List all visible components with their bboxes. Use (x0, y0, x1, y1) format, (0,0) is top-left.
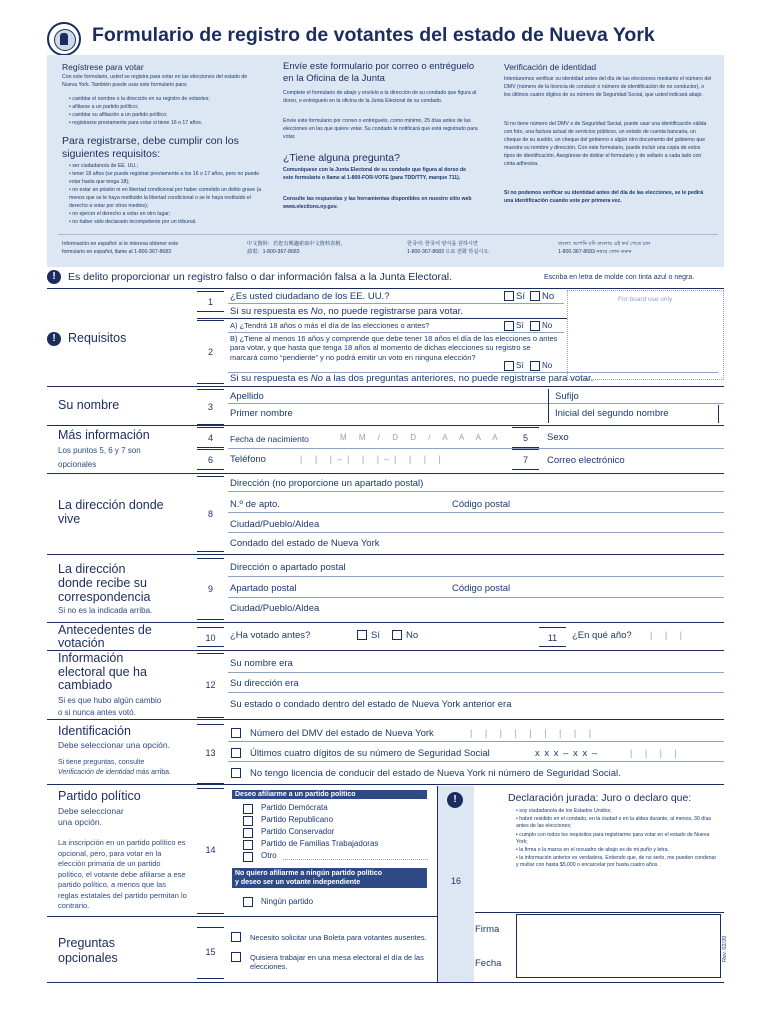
identity-paragraph-1: Intentaremos verificar su identidad antes del día de las elecciones mediante el número del DMV (número de la licencia de conducir o número de identificación de no conductor), o los últimos cuatro dígitos de su número de Seguridad Social, que usted indicará abajo. (504, 76, 712, 98)
signature-field[interactable] (516, 914, 721, 978)
language-bn: বাংলা: আপনি যদি বাংলায় এই ফর্ম পেতে চান 1-800-367-8683 নম্বরে ফোন করুন (558, 241, 651, 255)
number-box: 12 (197, 653, 224, 718)
more-info-label: Más información (58, 428, 150, 442)
citizen-no-checkbox[interactable] (530, 291, 540, 301)
zip-label: Código postal (452, 499, 511, 510)
optional-note-2: opcionales (58, 460, 97, 469)
po-box-field[interactable] (228, 597, 724, 598)
no-id-checkbox[interactable] (231, 768, 241, 778)
mail-paragraph-1: Complete el formulario de abajo y envíelo a la dirección de su condado que figura al dorso, o entréguelo en la oficina de la Junta Electoral de su condado. (283, 90, 477, 104)
divider (228, 303, 564, 304)
sex-label: Sexo (547, 432, 569, 443)
citizen-yes-checkbox[interactable] (504, 291, 514, 301)
first-name-label: Primer nombre (230, 408, 293, 419)
number-box: 4 (197, 427, 224, 448)
party-option: Partido Demócrata (261, 803, 328, 812)
voted-yes-checkbox[interactable] (357, 630, 367, 640)
list-item: • cumplo con todos los requisitos para registrarme para votar en el estado de Nueva York; (516, 831, 710, 845)
age-question-a: A) ¿Tendrá 18 años o más el día de las elecciones o antes? (230, 321, 430, 330)
former-address-label: Su dirección era (230, 678, 299, 689)
dmv-input[interactable]: | | | | | | | | | (470, 728, 597, 738)
number-box: 5 (512, 427, 539, 448)
number-box: 11 (539, 627, 566, 647)
age-a-no-checkbox[interactable] (530, 321, 540, 331)
mail-address-note: Si no es la indicada arriba. (58, 606, 153, 615)
mail-address-field[interactable] (228, 576, 724, 577)
divider (47, 288, 724, 289)
ssn-mask: x x x – x x – (535, 748, 599, 759)
declaration-list (508, 808, 720, 871)
phone-input[interactable]: | | |–| | |–| | | | (300, 454, 446, 464)
id-help-2: Verificación de identidad más arriba. (58, 769, 171, 776)
party-republican-checkbox[interactable] (243, 816, 253, 826)
join-party-bar: Deseo afiliarme a un partido político (232, 790, 427, 799)
language-ko: 한국어: 한국어 양식을 원하시면 1-800-367-8683 으로 전화 하십시오. (407, 241, 490, 255)
language-es: Información en español: si le interesa obtener este formulario en español, llame al 1-800-367-8683 (62, 241, 179, 255)
divider (47, 650, 724, 651)
ink-instruction: Escriba en letra de molde con tinta azul o negra. (544, 274, 695, 281)
divider (47, 386, 724, 387)
last-name-label: Apellido (230, 391, 264, 402)
questions-heading: ¿Tiene alguna pregunta? (283, 152, 400, 164)
list-item: • la información anterior es verdadera. Entiendo que, de no serlo, me pueden condenar y multar con hasta $5,000 o encarcelar por hasta cuatro años. (516, 855, 717, 869)
optional-questions-label: Preguntas opcionales (58, 936, 118, 965)
list-item: • cambiar su afiliación a un partido político; (69, 112, 168, 118)
divider (47, 916, 437, 917)
party-other-checkbox[interactable] (243, 852, 253, 862)
identity-paragraph-2: Si no tiene número del DMV o de Seguridad Social, puede usar una identificación válida con foto, una factura actual de servicios públicos, un estado de cuenta bancaria, un cheque de su sueldo, un cheque del gobierno o algún otro documento del gobierno que muestre su nombre y dirección. Con este formulario, puede incluir una copia de estos tipos de identificación. Asegúrese de doblar el formulario y de sellarlo a cada lado con cinta adhesiva. (504, 121, 707, 167)
party-option: Partido de Familias Trabajadoras (261, 839, 379, 848)
independent-bar: No quiero afiliarme a ningún partido político y deseo ser un votante independiente (232, 868, 427, 888)
mail-address-label: La dirección donde recibe su correspondencia (58, 562, 151, 604)
identity-paragraph-3: Si no podemos verificar su identidad antes del día de las elecciones, se le pedirá una identificación cuando vote por primera vez. (504, 190, 704, 204)
requirements-heading: Para registrarse, debe cumplir con los siguientes requisitos: (62, 135, 239, 160)
po-box-label: Apartado postal (230, 583, 297, 594)
ssn-checkbox[interactable] (231, 748, 241, 758)
address-line-label: Dirección (no proporcione un apartado postal) (230, 478, 424, 489)
party-working-families-checkbox[interactable] (243, 840, 253, 850)
list-item: • afiliarse a un partido político; (69, 104, 139, 110)
yes-label: Sí (516, 321, 524, 330)
party-section-label: Partido político (58, 789, 141, 803)
divider (47, 425, 724, 426)
apt-field[interactable] (228, 512, 724, 513)
city-field[interactable] (228, 532, 724, 533)
no-party-checkbox[interactable] (243, 897, 253, 907)
signature-label: Firma (475, 924, 500, 935)
mail-line-label: Dirección o apartado postal (230, 562, 346, 573)
poll-worker-checkbox[interactable] (231, 952, 241, 962)
divider (47, 554, 724, 555)
ssn-label: Últimos cuatro dígitos de su número de Seguridad Social (250, 748, 490, 759)
former-address-field[interactable] (228, 692, 724, 693)
office-use-label: For board use only (618, 296, 673, 303)
questions-contact: Comuníquese con la Junta Electoral de su condado que figura al dorso de este formulario o llame al 1-800-FOR-VOTE (para TDD/TTY, marque 711). (283, 167, 467, 181)
number-box: 1 (197, 291, 224, 312)
changed-info-note-2: o si nunca antes votó. (58, 708, 136, 717)
voted-no-checkbox[interactable] (392, 630, 402, 640)
list-item: • la firma o la marca en el recuadro de abajo es de mi puño y letra. (516, 847, 669, 854)
year-input[interactable]: | | | (650, 630, 688, 640)
no-label: No (542, 291, 555, 302)
requisitos-label: Requisitos (68, 331, 127, 345)
yes-label: Sí (371, 630, 380, 641)
list-item: • ser ciudadano/a de EE. UU.; (69, 163, 139, 169)
divider (47, 784, 724, 785)
county-label: Condado del estado de Nueva York (230, 538, 380, 549)
identity-heading: Verificación de identidad (504, 62, 597, 72)
party-democrat-checkbox[interactable] (243, 804, 253, 814)
party-explanation: La inscripción en un partido político es opcional, pero, para votar en la elección primaria de un partido político, el votante debe afiliarse a ese partido político, a menos que las reglas estatales del partido permitan lo contrario. (58, 838, 187, 910)
office-use-box (567, 290, 724, 380)
id-help-1: Si tiene preguntas, consulte (58, 759, 145, 766)
dmv-label: Número del DMV del estado de Nueva York (250, 728, 434, 739)
divider (718, 405, 719, 423)
no-party-label: Ningún partido (261, 897, 314, 906)
absentee-checkbox[interactable] (231, 932, 241, 942)
list-item: • habré residido en el condado, en la ciudad o en la aldea durante, al menos, 30 días antes de las elecciones; (516, 816, 712, 830)
birthdate-label: Fecha de nacimiento (230, 434, 309, 444)
citizen-question: ¿Es usted ciudadano de los EE. UU.? (230, 291, 390, 302)
list-item: • cambiar el nombre o la dirección en su registro de votantes; (69, 96, 210, 102)
changed-info-note-1: Si es que hubo algún cambio (58, 696, 162, 705)
year-label: ¿En qué año? (572, 630, 632, 641)
list-item: • registrarse previamente para votar si tiene 16 o 17 años. (69, 120, 203, 126)
nys-seal-icon (47, 22, 81, 56)
number-box: 2 (197, 320, 224, 384)
number-box: 7 (512, 449, 539, 470)
number-box: 10 (197, 627, 224, 647)
number-box: 15 (197, 927, 224, 979)
age-b-yes-checkbox[interactable] (504, 361, 514, 371)
name-section-label: Su nombre (58, 398, 120, 412)
birthdate-input[interactable]: M M / D D / A A A A (340, 433, 503, 442)
suffix-label: Sufijo (555, 391, 579, 402)
mail-city-label: Ciudad/Pueblo/Aldea (230, 603, 320, 614)
voting-history-label: Antecedentes de votación (58, 623, 152, 650)
absentee-label: Necesito solicitar una Boleta para votantes ausentes. (250, 933, 427, 942)
divider (228, 448, 724, 449)
warning-icon: ! (47, 270, 61, 284)
former-name-field[interactable] (228, 672, 724, 673)
apt-label: N.º de apto. (230, 499, 280, 510)
former-county-label: Su estado o condado dentro del estado de Nueva York anterior era (230, 699, 512, 710)
list-item: • no estar en prisión ni en libertad condicional por haber cometido un delito grave (a menos que se le haya restituido la libertad condicional o se le haya restituido el derecho a votar por otros medios); (69, 187, 262, 209)
divider (228, 741, 724, 742)
middle-initial-label: Inicial del segundo nombre (555, 408, 669, 419)
age-note: Si su respuesta es No a las dos preguntas anteriores, no puede registrarse para votar. (230, 373, 594, 384)
changed-info-label: Información electoral que ha cambiado (58, 651, 147, 692)
optional-note-1: Los puntos 5, 6 y 7 son (58, 446, 141, 455)
no-id-label: No tengo licencia de conducir del estado de Nueva York ni número de Seguridad Social. (250, 768, 621, 779)
yes-label: Sí (516, 361, 524, 370)
number-box: 6 (197, 449, 224, 470)
former-name-label: Su nombre era (230, 658, 293, 669)
number-box: 14 (197, 788, 224, 914)
divider (47, 719, 724, 720)
party-option: Partido Conservador (261, 827, 335, 836)
age-question-b: B) ¿Tiene al menos 16 años y comprende que debe tener 18 años el día de las elecciones o antes para votar, y que hasta que tenga 18 años al momento de dichas elecciones su registro se marcará como “pendiente” y no podrá emitir un voto en ninguna elección? (230, 334, 558, 362)
mail-heading: Envíe este formulario por correo o entréguelo en la Oficina de la Junta (283, 61, 475, 84)
number-box: 13 (197, 724, 224, 784)
ssn-input[interactable]: | | | | (630, 748, 682, 758)
divider (475, 912, 724, 913)
phone-label: Teléfono (230, 454, 266, 465)
declaration-heading: Declaración jurada: Juro o declaro que: (508, 792, 692, 804)
home-address-label: La dirección donde vive (58, 498, 164, 526)
warning-text: Es delito proporcionar un registro falso o dar información falsa a la Junta Electoral. (68, 271, 453, 283)
revision-code: Rev. 02/20 (722, 935, 728, 962)
register-bullets (62, 95, 262, 127)
register-heading: Regístrese para votar (62, 62, 144, 72)
party-option: Partido Republicano (261, 815, 334, 824)
no-label: No (406, 630, 419, 641)
divider (47, 982, 724, 983)
divider (228, 761, 724, 762)
poll-worker-label: Quisiera trabajar en una mesa electoral el día de las elecciones. (250, 953, 424, 971)
age-b-no-checkbox[interactable] (530, 361, 540, 371)
divider (548, 389, 549, 423)
id-instruction: Debe seleccionar una opción. (58, 740, 170, 750)
requirements-bullets (62, 162, 267, 226)
no-label: No (542, 321, 553, 330)
party-conservative-checkbox[interactable] (243, 828, 253, 838)
divider (228, 332, 564, 333)
email-label: Correo electrónico (547, 455, 625, 466)
alert-icon: ! (47, 332, 61, 346)
voted-before-question: ¿Ha votado antes? (230, 630, 311, 641)
city-label: Ciudad/Pueblo/Aldea (230, 519, 320, 530)
list-item: • soy ciudadano/a de los Estados Unidos; (516, 808, 612, 814)
other-party-field[interactable] (283, 859, 428, 860)
dmv-checkbox[interactable] (231, 728, 241, 738)
questions-website[interactable]: Consulte las respuestas y las herramientas disponibles en nuestro sitio web www.elections.ny.gov. (283, 196, 472, 210)
address-field[interactable] (228, 491, 724, 492)
party-instruction: Debe seleccionar una opción. (58, 806, 124, 827)
number-label: 16 (450, 876, 461, 886)
divider (58, 234, 718, 235)
divider (197, 318, 567, 319)
number-box: 3 (197, 389, 224, 425)
language-zh: 中文資料：若您有興趣索取中文資料表格， 請電：1-800-367-8683 (247, 241, 346, 255)
citizen-note: Si su respuesta es No, no puede registrarse para votar. (230, 306, 463, 317)
number-box: 8 (197, 476, 224, 552)
no-label: No (542, 361, 553, 370)
yes-label: Sí (516, 291, 525, 302)
party-option: Otro (261, 851, 277, 860)
register-intro: Con este formulario, usted se registra para votar en las elecciones del estado de Nueva York. También puede usar este formulario para: (62, 74, 248, 88)
list-item: • no haber sido declarado incompetente por un tribunal. (69, 219, 197, 225)
page-title: Formulario de registro de votantes del estado de Nueva York (92, 24, 655, 46)
mail-paragraph-2: Envíe este formulario por correo o entréguelo, como mínimo, 25 días antes de las elecciones en las que quiere votar. Su condado le notificará que está registrado para votar. (283, 118, 478, 140)
age-a-yes-checkbox[interactable] (504, 321, 514, 331)
id-section-label: Identificación (58, 724, 131, 738)
mail-zip-label: Código postal (452, 583, 511, 594)
list-item: • tener 18 años (se puede registrar previamente a los 16 o 17 años, pero no puede votar hasta que tenga 18); (69, 171, 260, 185)
date-label: Fecha (475, 958, 502, 969)
divider (47, 473, 724, 474)
number-box: 9 (197, 558, 224, 620)
list-item: • no ejercer el derecho a votar en otro lugar; (69, 211, 171, 217)
last-name-field[interactable] (228, 403, 724, 404)
declaration-alert-icon: ! (447, 792, 463, 808)
